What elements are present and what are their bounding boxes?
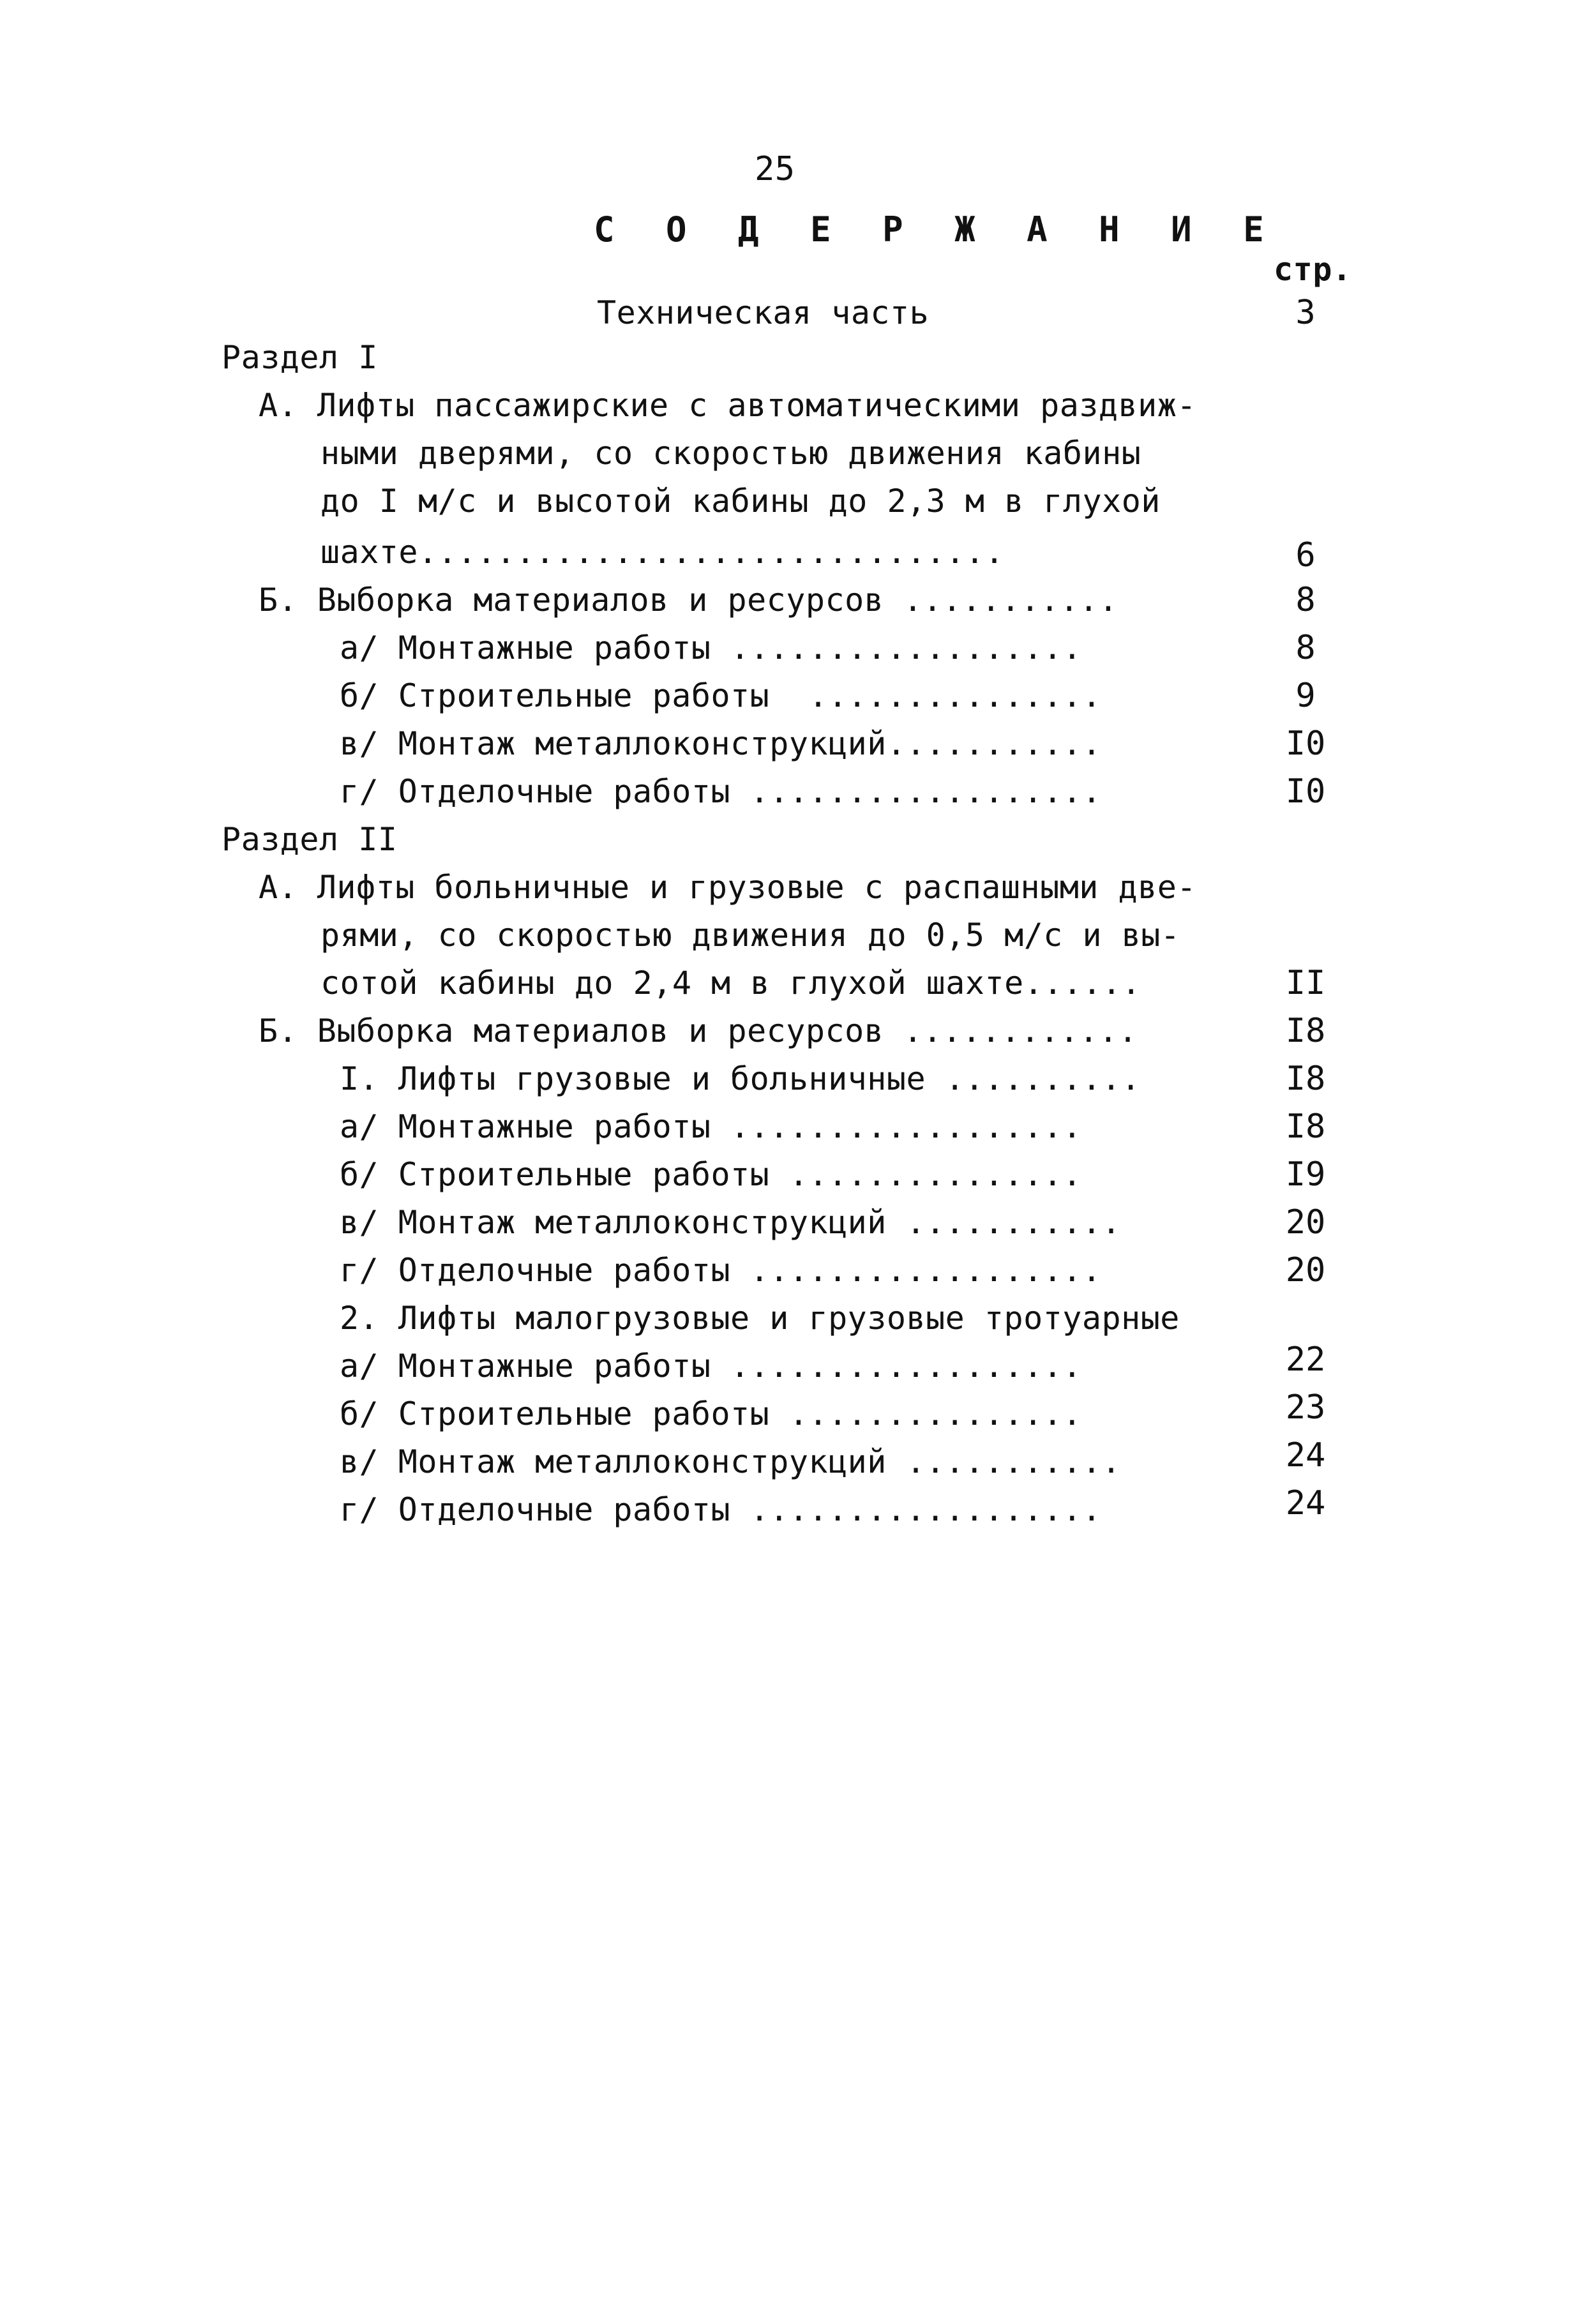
section-2-b-page: I8	[1285, 1012, 1326, 1050]
section-1-a-page: 6	[1295, 536, 1316, 575]
section-2-sub1-item: б/ Строительные работы ...............	[340, 1156, 1082, 1193]
section-2-heading: Раздел II	[222, 821, 398, 858]
section-2-sub1-item-page: I8	[1285, 1108, 1326, 1146]
section-2-sub2-item: в/ Монтаж металлоконструкций ...........	[340, 1443, 1122, 1480]
section-2-sub1-item-page: 20	[1285, 1203, 1326, 1242]
section-1-a-line: до I м/с и высотой кабины до 2,3 м в глухой	[320, 483, 1161, 520]
section-2-a-line: рями, со скоростью движения до 0,5 м/с и вы-	[320, 917, 1180, 954]
section-2-a-page: II	[1285, 964, 1326, 1002]
section-1-item: б/ Строительные работы ...............	[340, 677, 1102, 714]
section-1-item-page: I0	[1285, 772, 1326, 811]
section-2-sub2-item: б/ Строительные работы ...............	[340, 1395, 1082, 1432]
section-2-sub1-item: в/ Монтаж металлоконструкций ...........	[340, 1204, 1122, 1241]
technical-part-page: 3	[1295, 294, 1316, 332]
section-2-sub2-item: г/ Отделочные работы ..................	[340, 1491, 1102, 1528]
section-1-item: в/ Монтаж металлоконструкций...........	[340, 725, 1102, 762]
section-1-item: г/ Отделочные работы ..................	[340, 773, 1102, 810]
section-2-sub1-item-page: 20	[1285, 1251, 1326, 1289]
section-1-a-line: А. Лифты пассажирские с автоматическими раздвиж-	[259, 387, 1196, 424]
section-1-item-page: I0	[1285, 725, 1326, 763]
section-1-b-page: 8	[1295, 581, 1316, 619]
section-2-b-label: Б. Выборка материалов и ресурсов ............	[259, 1012, 1138, 1049]
section-2-a-line: сотой кабины до 2,4 м в глухой шахте......	[320, 965, 1141, 1002]
section-2-sub2-item-page: 22	[1285, 1341, 1326, 1379]
section-2-sub1-page: I8	[1285, 1060, 1326, 1098]
document-title: С О Д Е Р Ж А Н И Е	[594, 209, 1279, 250]
section-1-item-page: 8	[1295, 629, 1316, 667]
section-2-sub2: 2. Лифты малогрузовые и грузовые тротуарные	[340, 1300, 1180, 1337]
section-2-sub2-item: а/ Монтажные работы ..................	[340, 1348, 1082, 1385]
section-1-b-label: Б. Выборка материалов и ресурсов ...........	[259, 582, 1118, 619]
section-2-sub1-item-page: I9	[1285, 1155, 1326, 1194]
section-2-sub2-item-page: 23	[1285, 1388, 1326, 1427]
section-1-item: а/ Монтажные работы ..................	[340, 629, 1082, 666]
section-2-sub1: I. Лифты грузовые и больничные ..........	[340, 1060, 1141, 1097]
page-number: 25	[755, 150, 795, 188]
section-2-sub2-item-page: 24	[1285, 1436, 1326, 1475]
section-1-a-line: шахте..............................	[320, 534, 1005, 571]
section-2-a-line: А. Лифты больничные и грузовые с распашными две-	[259, 869, 1196, 906]
section-1-heading: Раздел I	[222, 339, 378, 376]
section-2-sub1-item: г/ Отделочные работы ..................	[340, 1252, 1102, 1289]
page-column-header: стр.	[1274, 251, 1352, 288]
section-1-a-line: ными дверями, со скоростью движения кабины	[320, 435, 1141, 472]
section-1-item-page: 9	[1295, 677, 1316, 715]
section-2-sub1-item: а/ Монтажные работы ..................	[340, 1108, 1082, 1145]
technical-part-label: Техническая часть	[597, 294, 930, 331]
section-2-sub2-item-page: 24	[1285, 1484, 1326, 1522]
